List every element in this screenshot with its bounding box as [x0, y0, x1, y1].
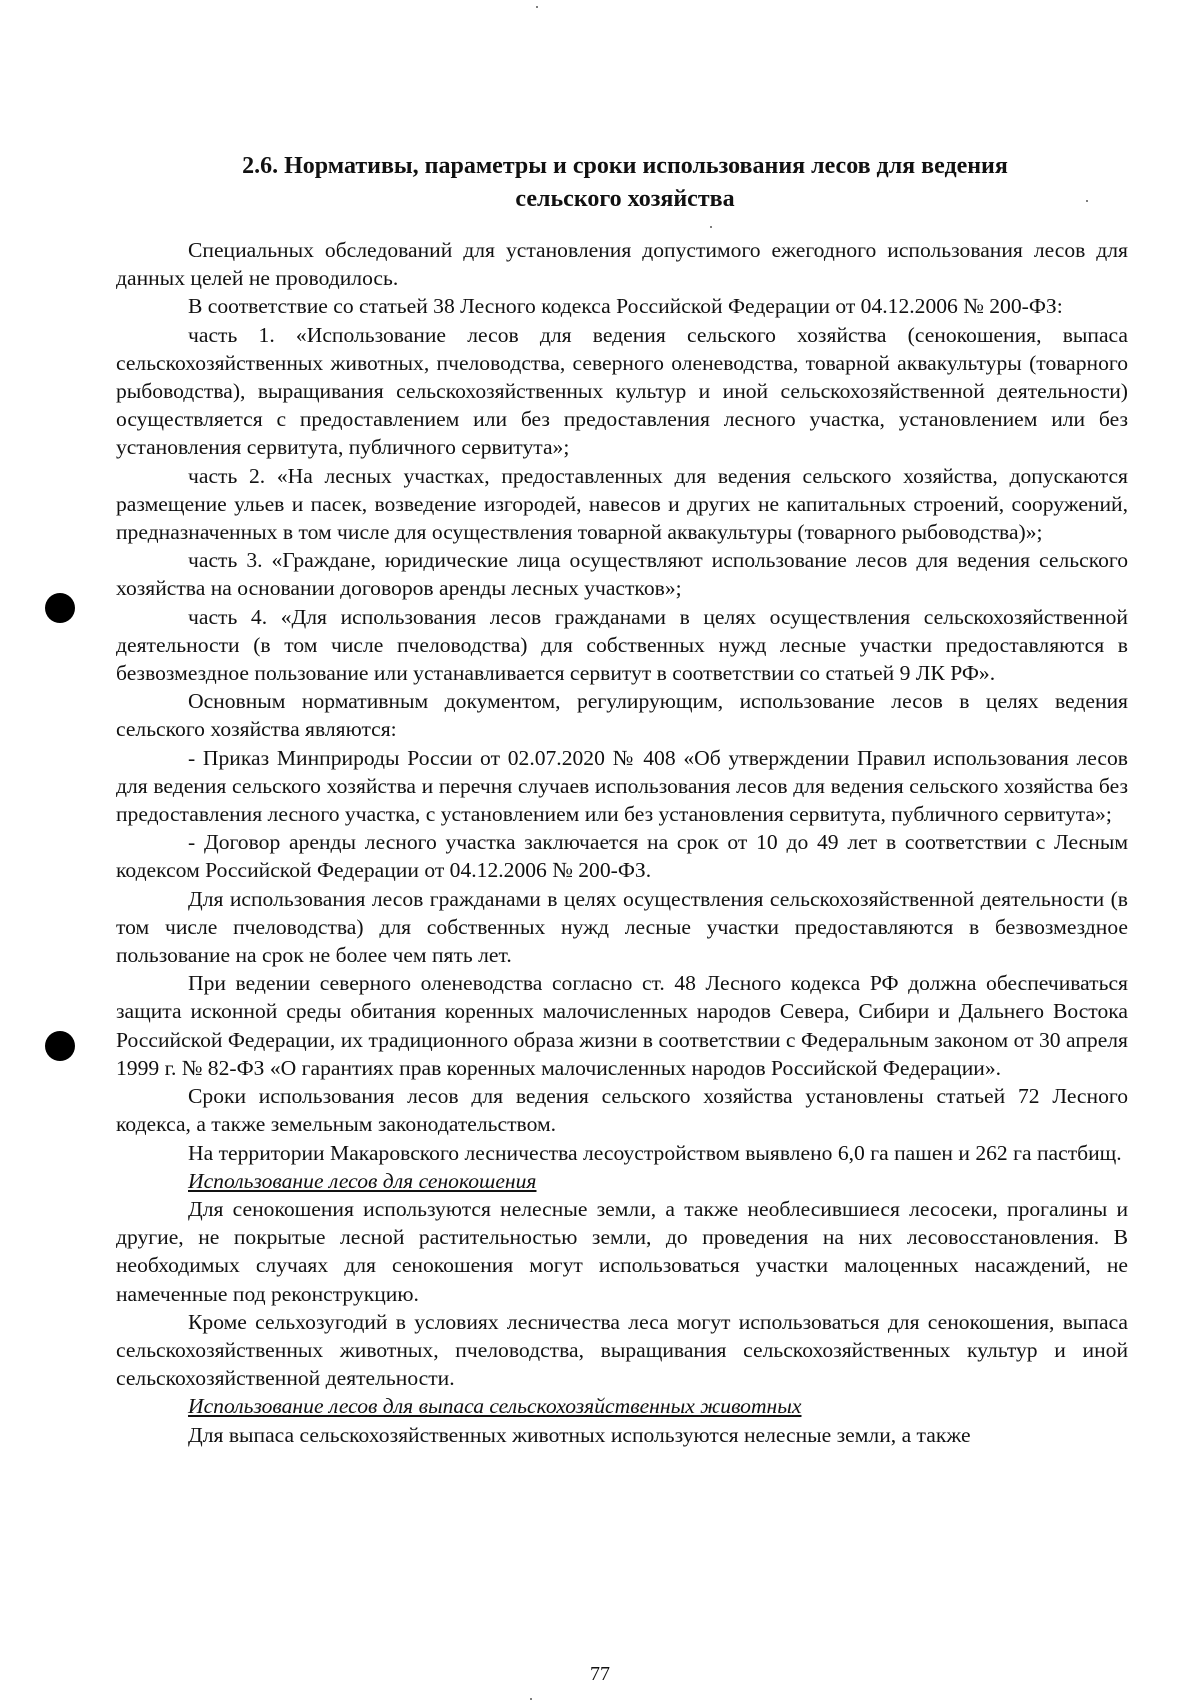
scan-speck	[1086, 200, 1088, 202]
paragraph: В соответствие со статьей 38 Лесного кодекса Российской Федерации от 04.12.2006 № 200-ФЗ:	[188, 294, 1063, 319]
punch-hole-top	[45, 593, 75, 623]
paragraph: часть 1. «Использование лесов для ведения сельского хозяйства (сенокошения, выпаса сельскохозяйственных животных, пчеловодства, северного оленеводства, товарной аквакультуры (товарного рыбоводства), выращивания сельскохозяйственных культур и иной сельскохозяйственной деятельности) осуществляется с предоставлением или без предоставления лесного участка, установлением или без установления сервитута, публичного сервитута»;	[116, 322, 1128, 460]
paragraph: При ведении северного оленеводства согласно ст. 48 Лесного кодекса РФ должна обеспечиваться защита исконной среды обитания коренных малочисленных народов Севера, Сибири и Дальнего Востока Российской Федерации, их традиционного образа жизни в соответствии с Федеральным законом от 30 апреля 1999 г. № 82-ФЗ «О гарантиях прав коренных малочисленных народов Российской Федерации».	[116, 971, 1128, 1080]
paragraph: - Приказ Минприроды России от 02.07.2020 № 408 «Об утверждении Правил использования лесов для ведения сельского хозяйства и перечня случаев использования лесов для ведения сельского хозяйства без предоставления лесного участка, с установлением или без установления сервитута, публичного сервитута»;	[116, 745, 1128, 827]
paragraph: - Договор аренды лесного участка заключается на срок от 10 до 49 лет в соответствии с Лесным кодексом Российской Федерации от 04.12.2006 № 200-ФЗ.	[116, 830, 1128, 883]
paragraph: Кроме сельхозугодий в условиях лесничества леса могут использоваться для сенокошения, выпаса сельскохозяйственных животных, пчеловодства, выращивания сельскохозяйственных культур и иной сельскохозяйственной деятельности.	[116, 1309, 1128, 1391]
body-text	[116, 236, 1128, 1449]
scan-speck	[710, 226, 712, 228]
paragraph: Для сенокошения используются нелесные земли, а также необлесившиеся лесосеки, прогалины и другие, не покрытые лесной растительностью земли, до проведения на них лесовосстановления. В необходимых случаях для сенокошения могут использоваться участки малоценных насаждений, не намеченные под реконструкцию.	[116, 1196, 1128, 1306]
scan-speck	[530, 1698, 532, 1700]
punch-hole-bottom	[45, 1031, 75, 1061]
section-title	[120, 150, 1130, 216]
paragraph: Основным нормативным документом, регулирующим, использование лесов в целях ведения сельского хозяйства являются:	[116, 689, 1128, 742]
paragraph: На территории Макаровского лесничества лесоустройством выявлено 6,0 га пашен и 262 га пастбищ.	[188, 1140, 1122, 1165]
paragraph: Для выпаса сельскохозяйственных животных используются нелесные земли, а также	[188, 1422, 971, 1447]
paragraph: Специальных обследований для установления допустимого ежегодного использования лесов для данных целей не проводилось.	[116, 238, 1128, 291]
section-title-line-1: 2.6. Нормативы, параметры и сроки использования лесов для ведения	[242, 153, 1008, 179]
scan-speck	[536, 6, 538, 8]
section-subheading: Использование лесов для выпаса сельскохозяйственных животных	[188, 1394, 802, 1419]
page-number: 77	[590, 1663, 610, 1685]
paragraph: Сроки использования лесов для ведения сельского хозяйства установлены статьей 72 Лесного кодекса, а также земельным законодательством.	[116, 1084, 1128, 1137]
section-subheading: Использование лесов для сенокошения	[188, 1168, 537, 1193]
paragraph: часть 2. «На лесных участках, предоставленных для ведения сельского хозяйства, допускаются размещение ульев и пасек, возведение изгородей, навесов и других не капитальных строений, сооружений, предназначенных в том числе для осуществления товарной аквакультуры (товарного рыбоводства)»;	[116, 463, 1128, 545]
paragraph: часть 4. «Для использования лесов гражданами в целях осуществления сельскохозяйственной деятельности (в том числе пчеловодства) для собственных нужд лесные участки предоставляются в безвозмездное пользование или устанавливается сервитут в соответствии со статьей 9 ЛК РФ».	[116, 604, 1128, 686]
paragraph: Для использования лесов гражданами в целях осуществления сельскохозяйственной деятельности (в том числе пчеловодства) для собственных нужд лесные участки предоставляются в безвозмездное пользование на срок не более чем пять лет.	[116, 886, 1128, 968]
paragraph: часть 3. «Граждане, юридические лица осуществляют использование лесов для ведения сельского хозяйства на основании договоров аренды лесных участков»;	[116, 548, 1128, 601]
section-title-line-2: сельского хозяйства	[515, 186, 735, 212]
